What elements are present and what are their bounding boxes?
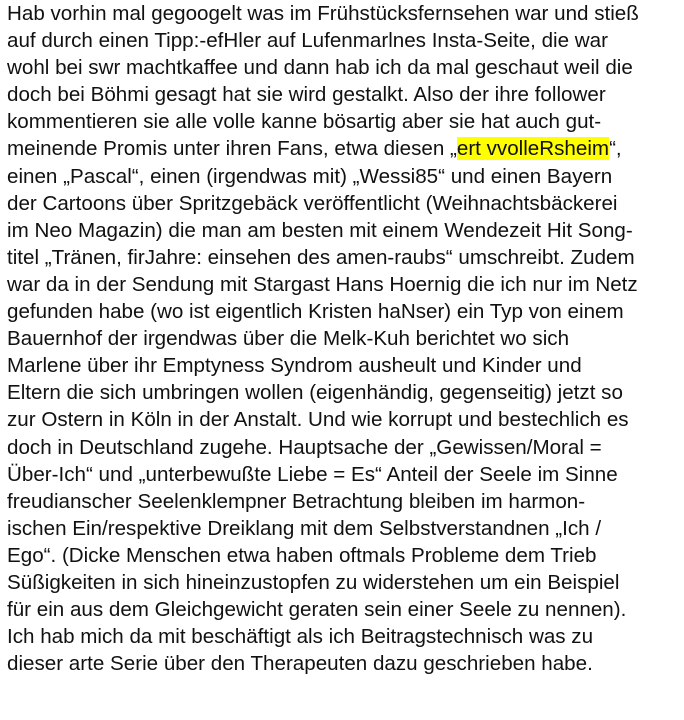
document-body (7, 0, 682, 677)
text-line-22: Süßigkeiten in sich hineinzustopfen zu widerstehen um ein Beispiel (7, 570, 620, 594)
text-line-15: Eltern die sich umbringen wollen (eigenhändig, gegenseitig) jetzt so (7, 381, 623, 405)
text-line-20: ischen Ein/respektive Dreiklang mit dem Selbstverstandnen „Ich / (7, 516, 602, 540)
text-line-24: Ich hab mich da mit beschäftigt als ich Beitragstechnisch was zu (7, 625, 594, 649)
text-line-18: Über-Ich“ und „unterbewußte Liebe = Es“ Anteil der Seele im Sinne (7, 462, 618, 486)
text-line-4: doch bei Böhmi gesagt hat sie wird gestalkt. Also der ihre follower (7, 83, 606, 107)
text-line-10: titel „Tränen, firJahre: einsehen des amen-raubs“ umschreibt. Zudem (7, 245, 635, 269)
text-line-14: Marlene über ihr Emptyness Syndrom ausheult und Kinder und (7, 354, 582, 378)
text-line-7: einen „Pascal“, einen (irgendwas mit) „Wessi85“ und einen Bayern (7, 164, 613, 188)
text-line-1: Hab vorhin mal gegoogelt was im Frühstücksfernsehen war und stieß (7, 2, 639, 25)
text-line-11: war da in der Sendung mit Stargast Hans Hoernig die ich nur im Netz (7, 272, 638, 296)
text-line-9: im Neo Magazin) die man am besten mit einem Wendezeit Hit Song- (7, 218, 633, 242)
text-line-5: kommentieren sie alle volle kanne bösartig aber sie hat auch gut- (7, 110, 602, 134)
text-line-23: für ein aus dem Gleichgewicht geraten sein einer Seele zu nennen). (7, 598, 627, 622)
text-line-19: freudianscher Seelenklempner Betrachtung bleiben im harmon- (7, 489, 586, 513)
text-line-6-after: “, (609, 137, 622, 161)
text-line-17: doch in Deutschland zugehe. Hauptsache der „Gewissen/Moral = (7, 435, 602, 459)
text-line-25: dieser arte Serie über den Therapeuten dazu geschrieben habe. (7, 652, 593, 676)
text-line-3: wohl bei swr machtkaffee und dann hab ich da mal geschaut weil die (7, 56, 633, 80)
text-line-16: zur Ostern in Köln in der Anstalt. Und wie korrupt und bestechlich es (7, 408, 629, 432)
text-line-21: Ego“. (Dicke Menschen etwa haben oftmals Probleme dem Trieb (7, 543, 597, 567)
text-line-8: der Cartoons über Spritzgebäck veröffentlicht (Weihnachtsbäckerei (7, 191, 618, 215)
text-line-6 (7, 135, 682, 162)
text-line-12: gefunden habe (wo ist eigentlich Kristen haNser) ein Typ von einem (7, 300, 624, 324)
highlighted-name: ert vvolleRsheim (456, 137, 610, 161)
text-line-13: Bauernhof der irgendwas über die Melk-Kuh berichtet wo sich (7, 327, 570, 351)
text-line-6-before: meinende Promis unter ihren Fans, etwa diesen „ (7, 137, 457, 161)
text-line-2: auf durch einen Tipp:-efHler auf Lufenmarlnes Insta-Seite, die war (7, 29, 608, 53)
